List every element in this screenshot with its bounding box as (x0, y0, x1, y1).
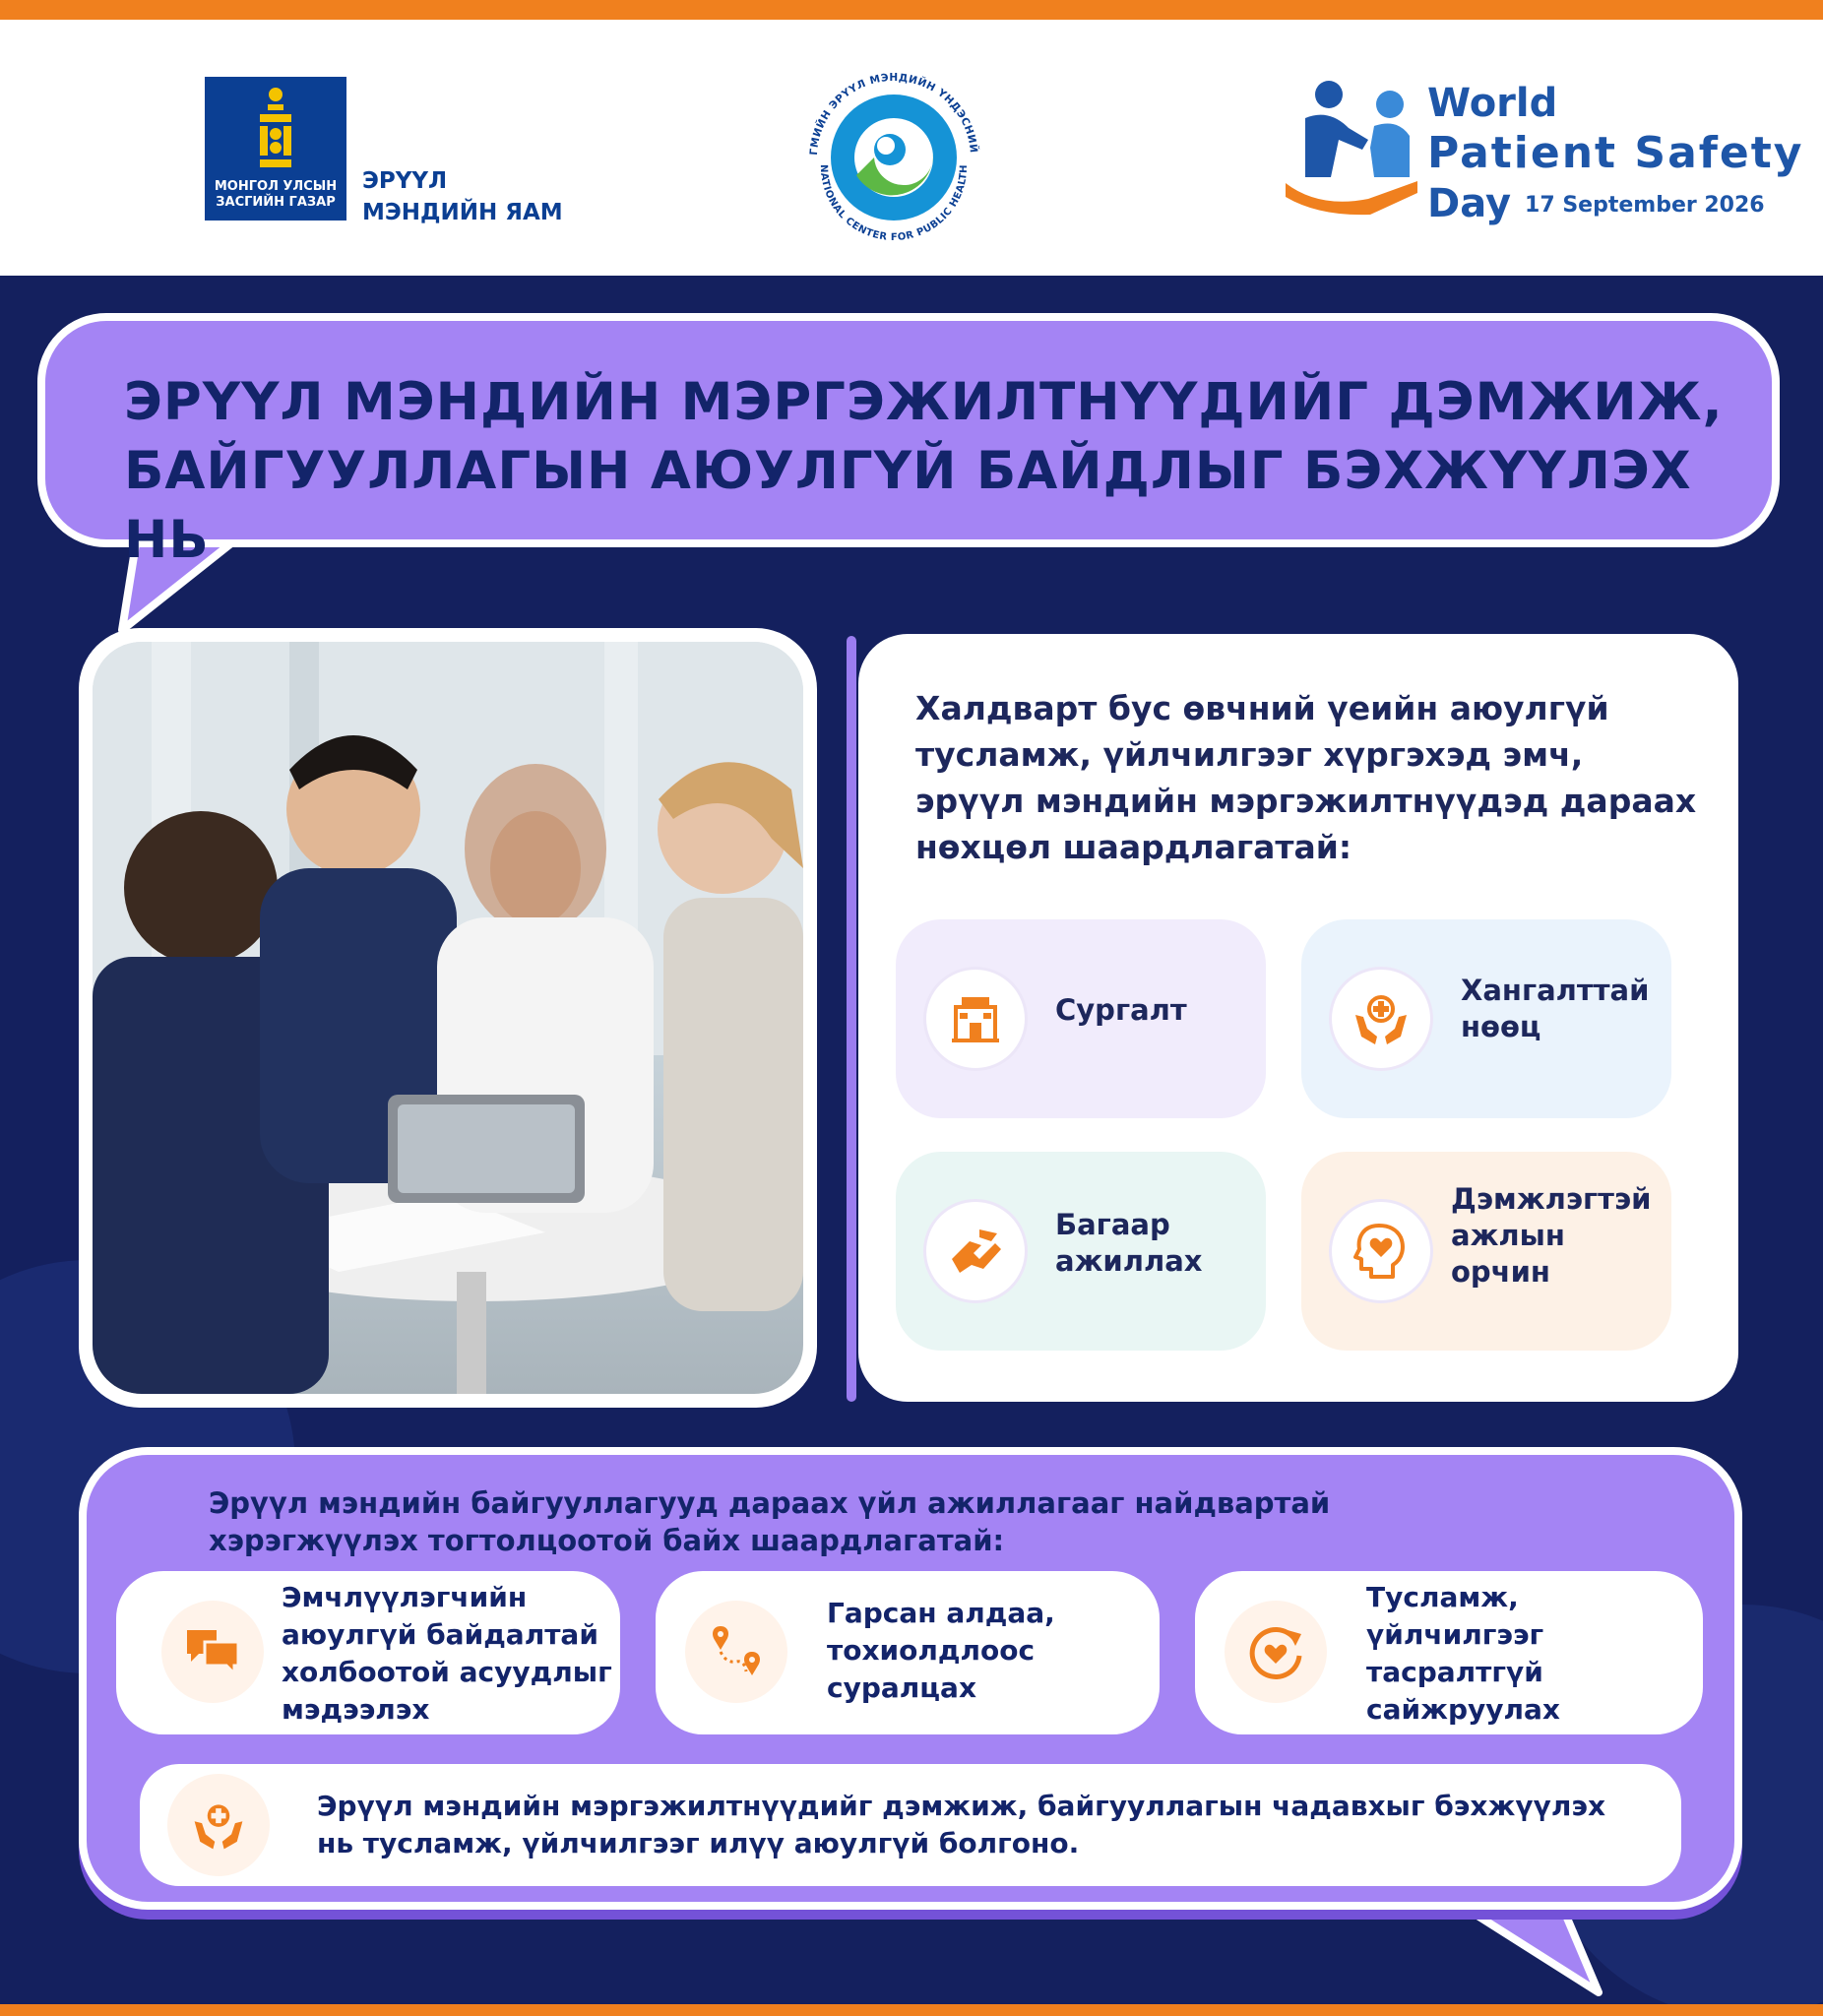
government-emblem (205, 77, 346, 220)
title-line1: ЭРҮҮЛ МЭНДИЙН МЭРГЭЖИЛТНҮҮДИЙГ ДЭМЖИЖ, (124, 372, 1724, 432)
organization-intro: Эрүүл мэндийн байгууллагууд дараах үйл ажиллагааг найдвартай хэрэгжүүлэх тогтолцоотой байх шаардлагатай: (209, 1486, 1331, 1557)
patient-safety-day-logo (1280, 79, 1427, 217)
card-training (896, 919, 1266, 1118)
card-supportive-environment (1301, 1152, 1671, 1351)
card-resources (1301, 919, 1671, 1118)
item-continuous-improvement-label: Тусламж, үйлчилгээг тасралтгүй сайжруулах (1366, 1581, 1560, 1726)
wpsd-day: Day (1427, 181, 1512, 226)
top-accent-bar (0, 0, 1823, 20)
bottom-accent-bar (0, 2004, 1823, 2016)
ministry-name (362, 165, 563, 228)
medical-team-photo (93, 642, 803, 1394)
title-bubble (37, 313, 1780, 570)
card-teamwork (896, 1152, 1266, 1351)
card-teamwork-label: Багаар ажиллах (1055, 1208, 1203, 1278)
wpsd-patient-safety: Patient Safety (1427, 128, 1804, 178)
wpsd-world: World (1427, 81, 1558, 126)
wpsd-day-line (1427, 179, 1803, 230)
route-pins-icon (685, 1601, 787, 1703)
photo-frame (79, 628, 817, 1408)
training-building-icon (923, 967, 1028, 1071)
chat-bubbles-icon (161, 1601, 264, 1703)
ncph-logo-text-mn: ГМИЙН ЭРҮҮЛ МЭНДИЙН ҮНДЭСНИЙ (807, 71, 979, 157)
requirements-panel (858, 634, 1738, 1402)
title-line2: БАЙГУУЛЛАГЫН АЮУЛГҮЙ БАЙДЛЫГ БЭХЖҮҮЛЭХ НЬ (124, 441, 1692, 570)
ncph-logo (795, 59, 992, 256)
summary-pill (140, 1764, 1681, 1886)
item-learn-from-errors-label: Гарсан алдаа, тохиолдлоос суралцах (827, 1597, 1055, 1704)
emblem-caption: МОНГОЛ УЛСЫН ЗАСГИЙН ГАЗАР (214, 179, 338, 210)
hands-medical-cross-icon (1329, 967, 1433, 1071)
organization-bubble (79, 1447, 1742, 1910)
item-learn-from-errors (656, 1571, 1160, 1734)
wpsd-date: 17 September 2026 (1525, 193, 1765, 218)
vertical-divider (847, 636, 856, 1402)
cycle-heart-icon (1225, 1601, 1327, 1703)
summary-text: Эрүүл мэндийн мэргэжилтнүүдийг дэмжиж, байгууллагын чадавхыг бэхжүүлэх нь тусламж, үйлчилгээг илүү аюулгүй болгоно. (317, 1790, 1605, 1859)
card-supportive-environment-label: Дэмжлэгтэй ажлын орчин (1451, 1182, 1652, 1289)
requirements-intro: Халдварт бус өвчний үеийн аюулгүй тусламж, үйлчилгээг хүргэхэд эмч, эрүүл мэндийн мэргэжилтнүүдэд дараах нөхцөл шаардлагатай: (915, 689, 1697, 866)
item-report-issues (116, 1571, 620, 1734)
ncph-logo-text-en: NATIONAL CENTER FOR PUBLIC HEALTH (817, 163, 971, 244)
head-heart-icon (1329, 1199, 1433, 1303)
card-training-label: Сургалт (1055, 993, 1187, 1027)
patient-safety-day-text (1427, 79, 1803, 230)
page-title (124, 368, 1738, 575)
item-report-issues-label: Эмчлүүлэгчийн аюулгүй байдалтай холбоотой асуудлыг мэдээлэх (282, 1581, 612, 1726)
ministry-name-line2: МЭНДИЙН ЯАМ (362, 200, 563, 225)
ministry-name-line1: ЭРҮҮЛ (362, 168, 448, 194)
hands-medical-cross-icon (167, 1774, 270, 1876)
handshake-icon (923, 1199, 1028, 1303)
item-continuous-improvement (1195, 1571, 1703, 1734)
card-resources-label: Хангалттай нөөц (1461, 974, 1650, 1043)
